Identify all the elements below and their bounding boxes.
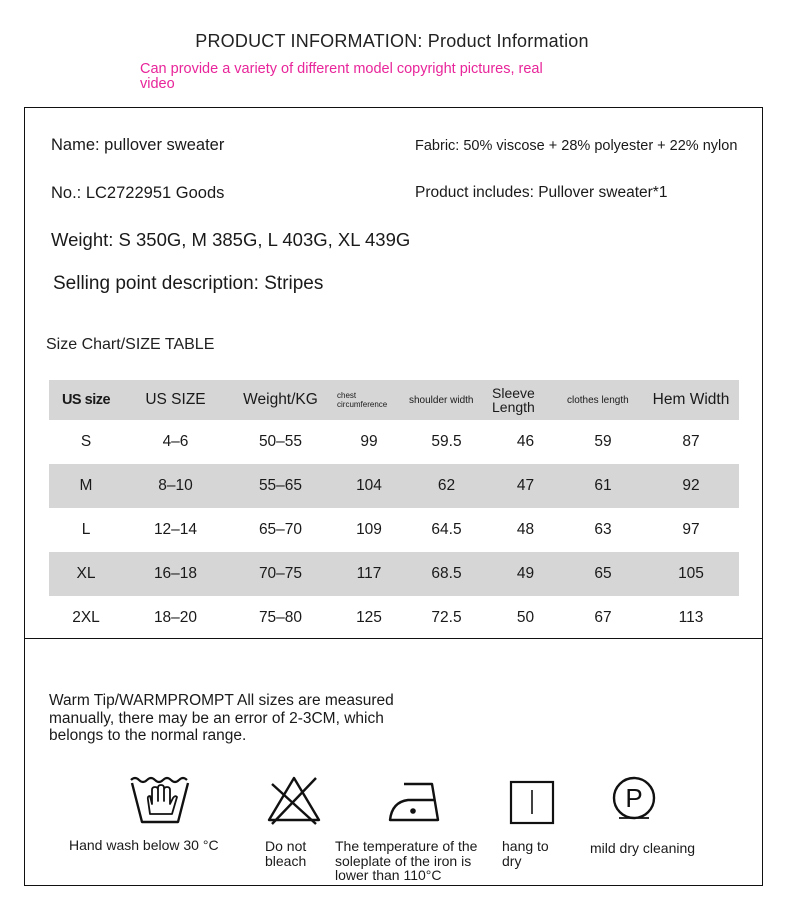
header-us-size: US size	[49, 380, 123, 420]
copyright-notice: Can provide a variety of different model copyright pictures, real video	[140, 61, 543, 92]
cell-sleeve: 47	[488, 464, 563, 508]
cell-shoulder: 62	[405, 464, 488, 508]
product-includes: Product includes: Pullover sweater*1	[415, 184, 668, 201]
care-label-hang-dry: hang to dry	[502, 838, 549, 869]
cell-size: M	[49, 464, 123, 508]
cell-weight: 75–80	[258, 609, 303, 626]
header-shoulder: shoulder width	[405, 380, 488, 420]
cell-size: XL	[49, 552, 123, 596]
no-bleach-icon	[264, 772, 324, 826]
cell-length: 67	[594, 609, 612, 626]
iron-low-icon	[386, 780, 442, 826]
hand-wash-icon	[128, 774, 192, 826]
cell-us-size: 18–20	[153, 609, 198, 626]
cell-size: S	[80, 433, 92, 450]
dry-clean-icon	[611, 774, 659, 822]
product-number: No.: LC2722951 Goods	[51, 184, 225, 202]
header-sleeve: Sleeve Length	[488, 380, 563, 420]
table-row	[49, 596, 739, 640]
cell-shoulder: 64.5	[431, 521, 462, 538]
page-title: PRODUCT INFORMATION: Product Information	[195, 31, 589, 51]
care-label-iron: The temperature of the soleplate of the iron is lower than 110°C	[335, 838, 478, 883]
cell-size: 2XL	[72, 609, 100, 626]
cell-weight: 65–70	[258, 521, 303, 538]
cell-length: 61	[563, 464, 643, 508]
cell-shoulder: 59.5	[431, 433, 462, 450]
product-name: Name: pullover sweater	[51, 136, 225, 154]
product-fabric: Fabric: 50% viscose + 28% polyester + 22% nylon	[415, 138, 738, 154]
cell-sleeve: 48	[516, 521, 535, 538]
cell-length: 63	[594, 521, 612, 538]
header-chest: chest circumference	[333, 380, 405, 420]
care-label-hand-wash: Hand wash below 30 °C	[69, 837, 219, 853]
cell-us-size: 12–14	[153, 521, 198, 538]
svg-text:P: P	[625, 783, 643, 813]
cell-shoulder: 72.5	[431, 609, 462, 626]
cell-weight: 50–55	[258, 433, 303, 450]
product-weight: Weight: S 350G, M 385G, L 403G, XL 439G	[51, 229, 411, 250]
table-row	[49, 552, 739, 596]
cell-sleeve: 46	[516, 433, 535, 450]
cell-us-size: 4–6	[162, 433, 189, 450]
cell-us-size: 16–18	[123, 552, 228, 596]
cell-weight: 55–65	[228, 464, 333, 508]
care-label-no-bleach: Do not bleach	[265, 838, 307, 869]
hang-dry-icon	[509, 780, 557, 826]
cell-chest: 117	[333, 552, 405, 596]
cell-sleeve: 50	[516, 609, 535, 626]
cell-chest: 99	[360, 433, 378, 450]
cell-chest: 125	[356, 609, 382, 626]
table-row	[49, 420, 739, 464]
cell-hem: 97	[682, 521, 700, 538]
cell-chest: 104	[333, 464, 405, 508]
selling-point: Selling point description: Stripes	[53, 273, 324, 294]
header-length: clothes length	[563, 380, 643, 420]
cell-length: 65	[563, 552, 643, 596]
cell-weight: 70–75	[228, 552, 333, 596]
cell-us-size: 8–10	[123, 464, 228, 508]
header-hem: Hem Width	[643, 380, 739, 420]
cell-size: L	[81, 521, 91, 538]
table-header-row	[49, 380, 739, 420]
warm-tip: Warm Tip/WARMPROMPT All sizes are measured manually, there may be an error of 2-3CM, which belongs to the normal range.	[49, 692, 394, 744]
cell-length: 59	[594, 433, 612, 450]
cell-hem: 92	[643, 464, 739, 508]
cell-hem: 113	[678, 609, 704, 626]
cell-hem: 87	[682, 433, 700, 450]
cell-hem: 105	[643, 552, 739, 596]
cell-shoulder: 68.5	[405, 552, 488, 596]
size-table	[49, 380, 739, 640]
table-row	[49, 464, 739, 508]
header-us-size-range: US SIZE	[123, 380, 228, 420]
care-label-dry-clean: mild dry cleaning	[590, 840, 696, 856]
cell-chest: 109	[356, 521, 382, 538]
header-weight: Weight/KG	[228, 380, 333, 420]
table-row	[49, 508, 739, 552]
size-chart-title: Size Chart/SIZE TABLE	[46, 336, 215, 353]
cell-sleeve: 49	[488, 552, 563, 596]
